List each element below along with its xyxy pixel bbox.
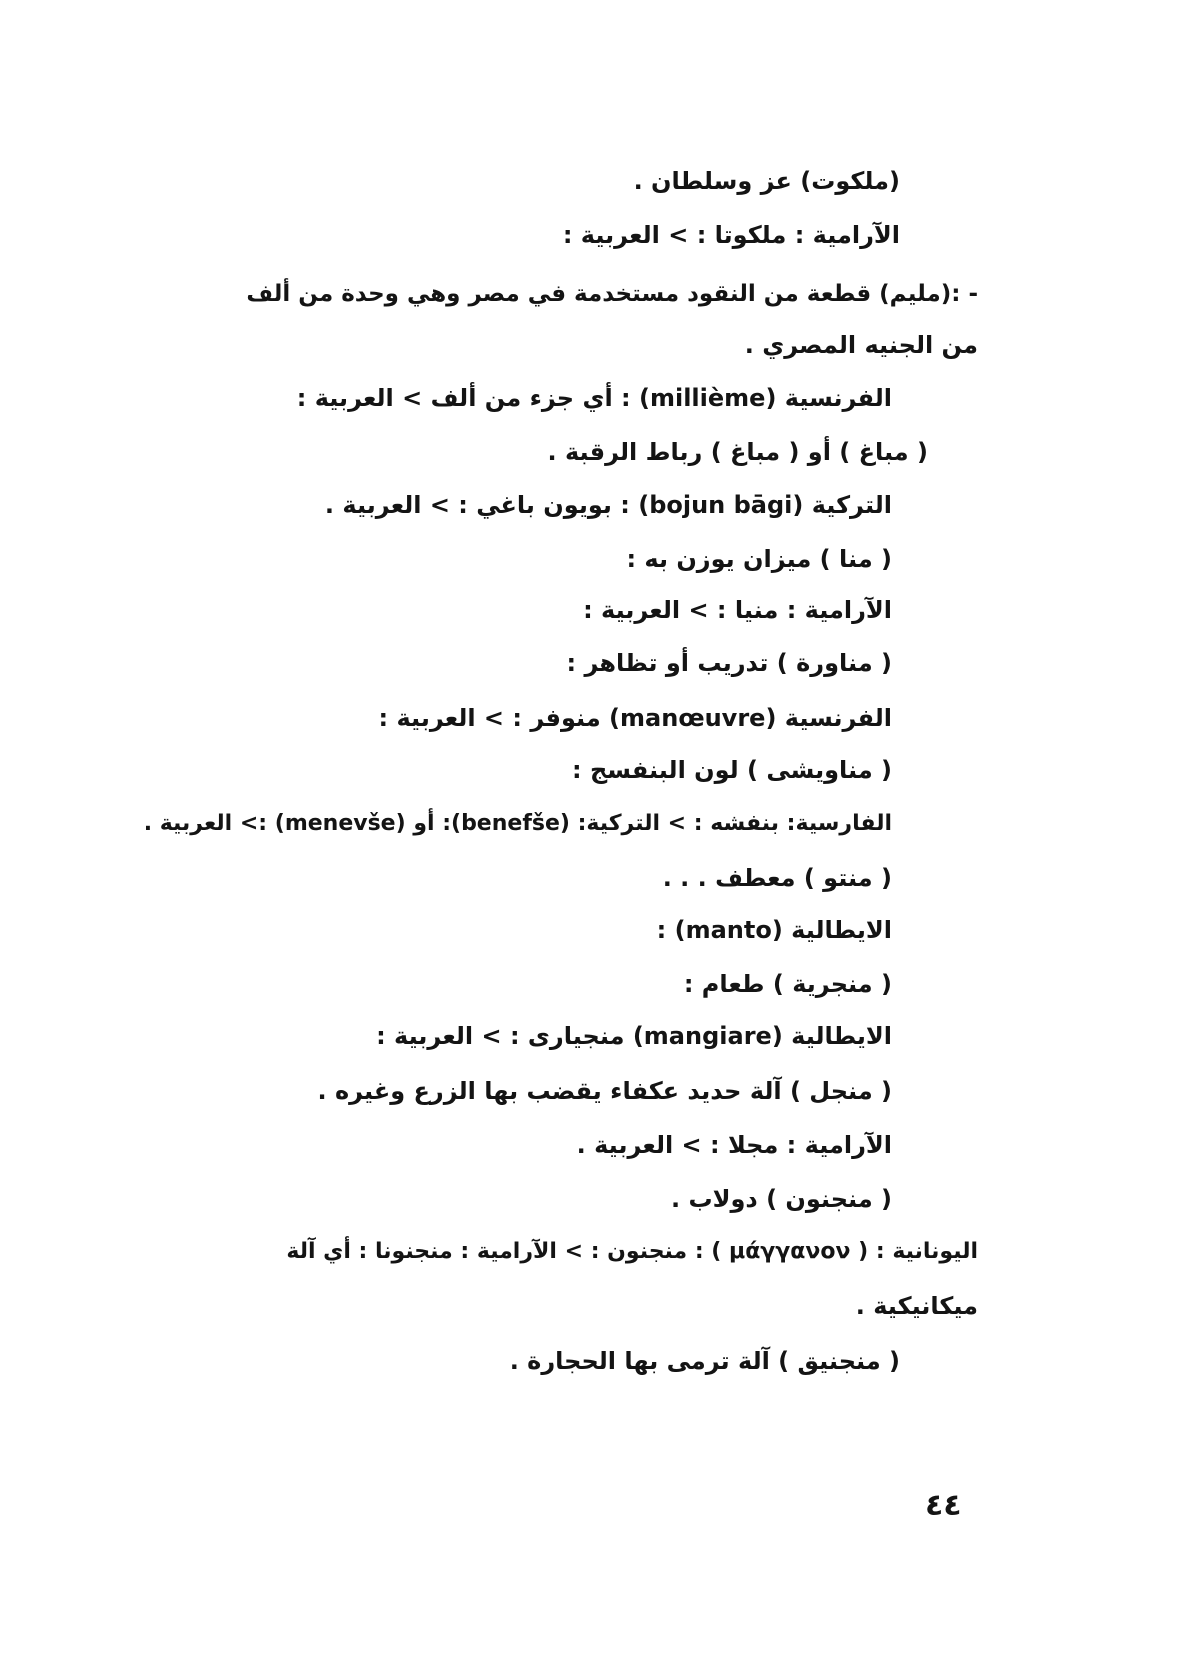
- text-line: ( منجرية ) طعام :: [683, 970, 892, 998]
- page-number: ٤٤: [925, 1488, 962, 1523]
- text-line: الآرامية : منيا : > العربية :: [583, 596, 892, 624]
- text-line: (ملكوت) عز وسلطان .: [633, 167, 900, 195]
- text-line: اليونانية : ( μάγγανον ) : منجنون : > الآرامية : منجنونا : أي آلة: [286, 1239, 978, 1264]
- text-line: الفارسية: بنفشه : > التركية: (benefše): أو (menevše) :> العربية .: [143, 811, 892, 836]
- text-line: الآرامية : مجلا : > العربية .: [576, 1131, 892, 1159]
- text-line: ( مناويشى ) لون البنفسج :: [572, 756, 892, 784]
- text-line: ( منجل ) آلة حديد عكفاء يقضب بها الزرع وغيره .: [317, 1077, 892, 1105]
- text-line: الايطالية (mangiare) منجيارى : > العربية :: [376, 1022, 892, 1050]
- text-line: الفرنسية (millième) : أي جزء من ألف > العربية :: [296, 384, 892, 412]
- text-line: - :(مليم) قطعة من النقود مستخدمة في مصر وهي وحدة من ألف: [246, 281, 978, 307]
- text-line: ( مناورة ) تدريب أو تظاهر :: [566, 649, 892, 677]
- text-line: ( مباغ ) أو ( مباغ ) رباط الرقبة .: [547, 438, 928, 466]
- text-line: ( منجنيق ) آلة ترمى بها الحجارة .: [509, 1347, 900, 1375]
- text-line: التركية (bojun bāgi) : بويون باغي : > العربية .: [324, 491, 892, 519]
- text-line: الآرامية : ملكوتا : > العربية :: [562, 221, 900, 249]
- text-line: ( منجنون ) دولاب .: [671, 1185, 892, 1213]
- text-line: الفرنسية (manœuvre) منوفر : > العربية :: [378, 704, 892, 732]
- text-line: ميكانيكية .: [855, 1292, 978, 1320]
- text-line: ( منا ) ميزان يوزن به :: [626, 545, 892, 573]
- text-line: الايطالية (manto) :: [656, 916, 892, 944]
- text-line: من الجنيه المصري .: [744, 331, 978, 359]
- text-line: ( منتو ) معطف . . .: [662, 864, 892, 892]
